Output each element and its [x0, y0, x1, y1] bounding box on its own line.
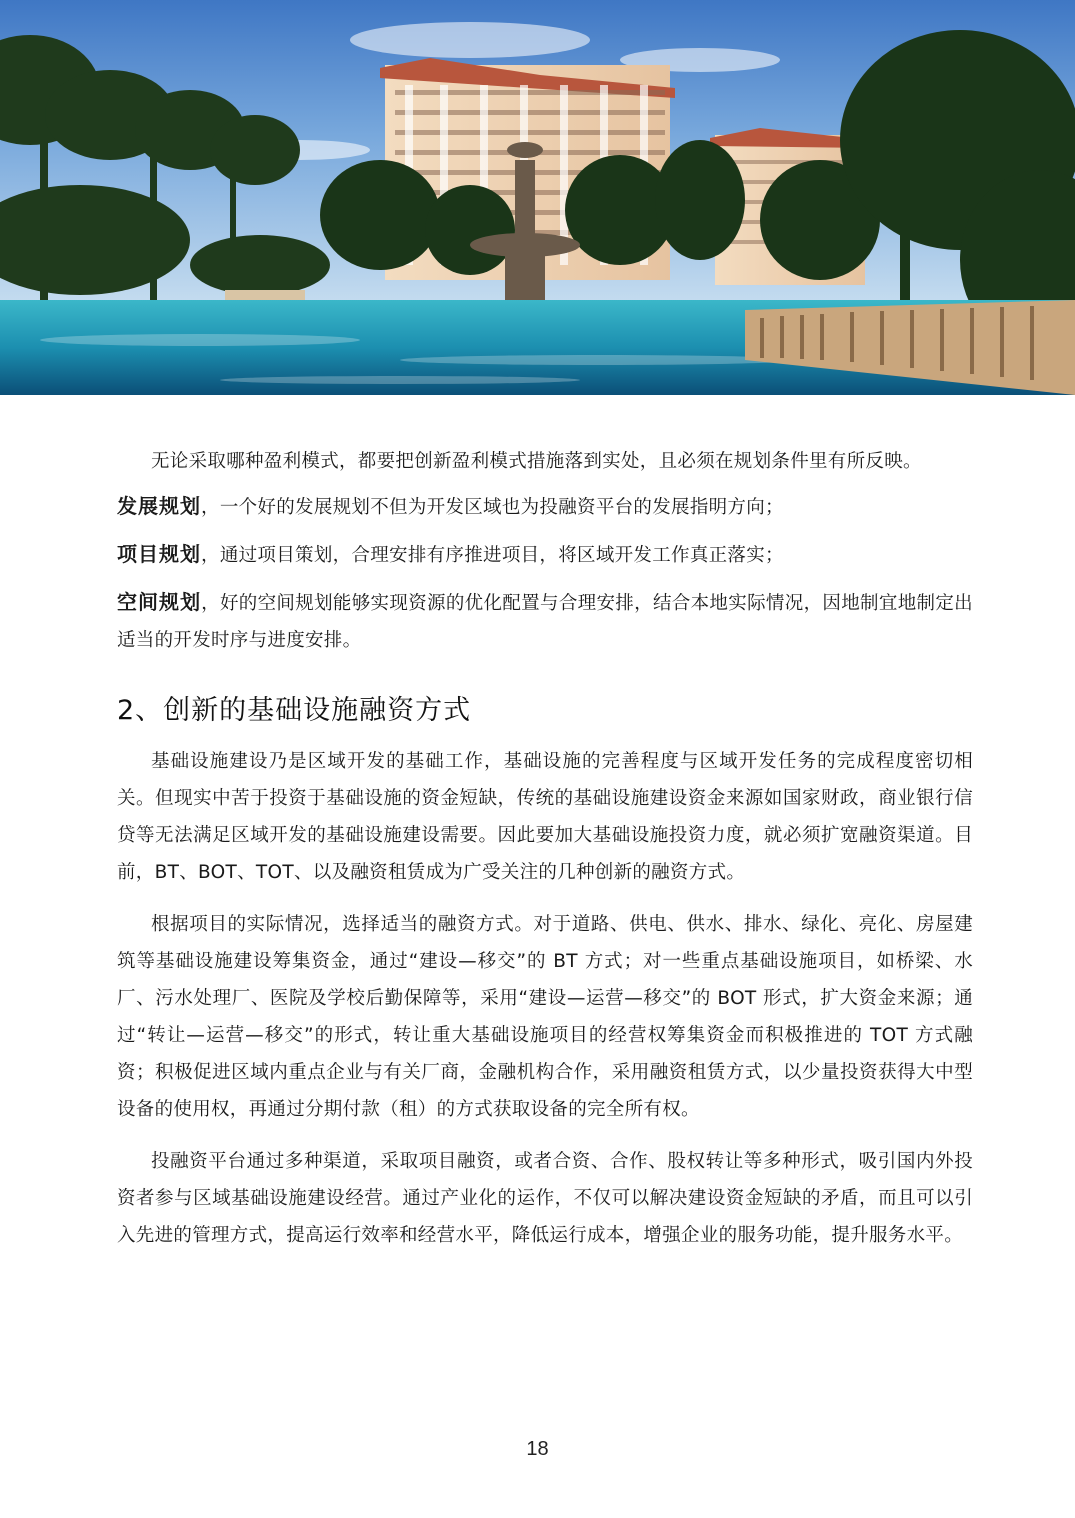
intro-paragraph: 无论采取哪种盈利模式，都要把创新盈利模式措施落到实处，且必须在规划条件里有所反映。 — [151, 451, 922, 472]
page-number: 18 — [526, 1438, 549, 1460]
plan-separator: ， — [201, 593, 220, 614]
plan-text: 一个好的发展规划不但为开发区域也为投融资平台的发展指明方向； — [219, 497, 784, 518]
article-body — [117, 443, 973, 1254]
plan-term: 项目规划 — [117, 542, 201, 566]
residential-complex-fountain-image — [0, 0, 1075, 395]
plan-separator: ， — [201, 497, 220, 518]
plan-text: 好的空间规划能够实现资源的优化配置与合理安排，结合本地实际情况，因地制宜地制定出适当的开发时序与进度安排。 — [117, 593, 973, 651]
body-paragraph: 根据项目的实际情况，选择适当的融资方式。对于道路、供电、供水、排水、绿化、亮化、房屋建筑等基础设施建设筹集资金，通过“建设—移交”的 BT 方式；对一些重点基础设施项目，如桥梁、水厂、污水处理厂、医院及学校后勤保障等，采用“建设—运营—移交”的 BOT 形式，扩大资金来源；通过“转让—运营—移交”的形式，转让重大基础设施项目的经营权筹集资金而积极推进的 TOT 方式融资；积极促进区域内重点企业与有关厂商，金融机构合作，采用融资租赁方式，以少量投资获得大中型设备的使用权，再通过分期付款（租）的方式获取设备的完全所有权。 — [117, 914, 973, 1120]
plan-text: 通过项目策划，合理安排有序推进项目，将区域开发工作真正落实； — [219, 545, 784, 566]
plan-item-development — [117, 488, 973, 526]
section-heading: 2、创新的基础设施融资方式 — [117, 695, 472, 726]
plan-item-project — [117, 536, 973, 574]
hero-photo — [0, 0, 1075, 395]
body-paragraph: 投融资平台通过多种渠道，采取项目融资，或者合资、合作、股权转让等多种形式，吸引国内外投资者参与区域基础设施建设经营。通过产业化的运作，不仅可以解决建设资金短缺的矛盾，而且可以引入先进的管理方式，提高运行效率和经营水平，降低运行成本，增强企业的服务功能，提升服务水平。 — [117, 1151, 973, 1246]
body-paragraph: 基础设施建设乃是区域开发的基础工作，基础设施的完善程度与区域开发任务的完成程度密切相关。但现实中苦于投资于基础设施的资金短缺，传统的基础设施建设资金来源如国家财政，商业银行信贷等无法满足区域开发的基础设施建设需要。因此要加大基础设施投资力度，就必须扩宽融资渠道。目前，BT、BOT、TOT、以及融资租赁成为广受关注的几种创新的融资方式。 — [117, 751, 973, 883]
plan-term: 空间规划 — [117, 590, 202, 614]
plan-term: 发展规划 — [117, 494, 201, 518]
plan-separator: ， — [201, 545, 220, 566]
plan-item-spatial — [117, 584, 973, 659]
